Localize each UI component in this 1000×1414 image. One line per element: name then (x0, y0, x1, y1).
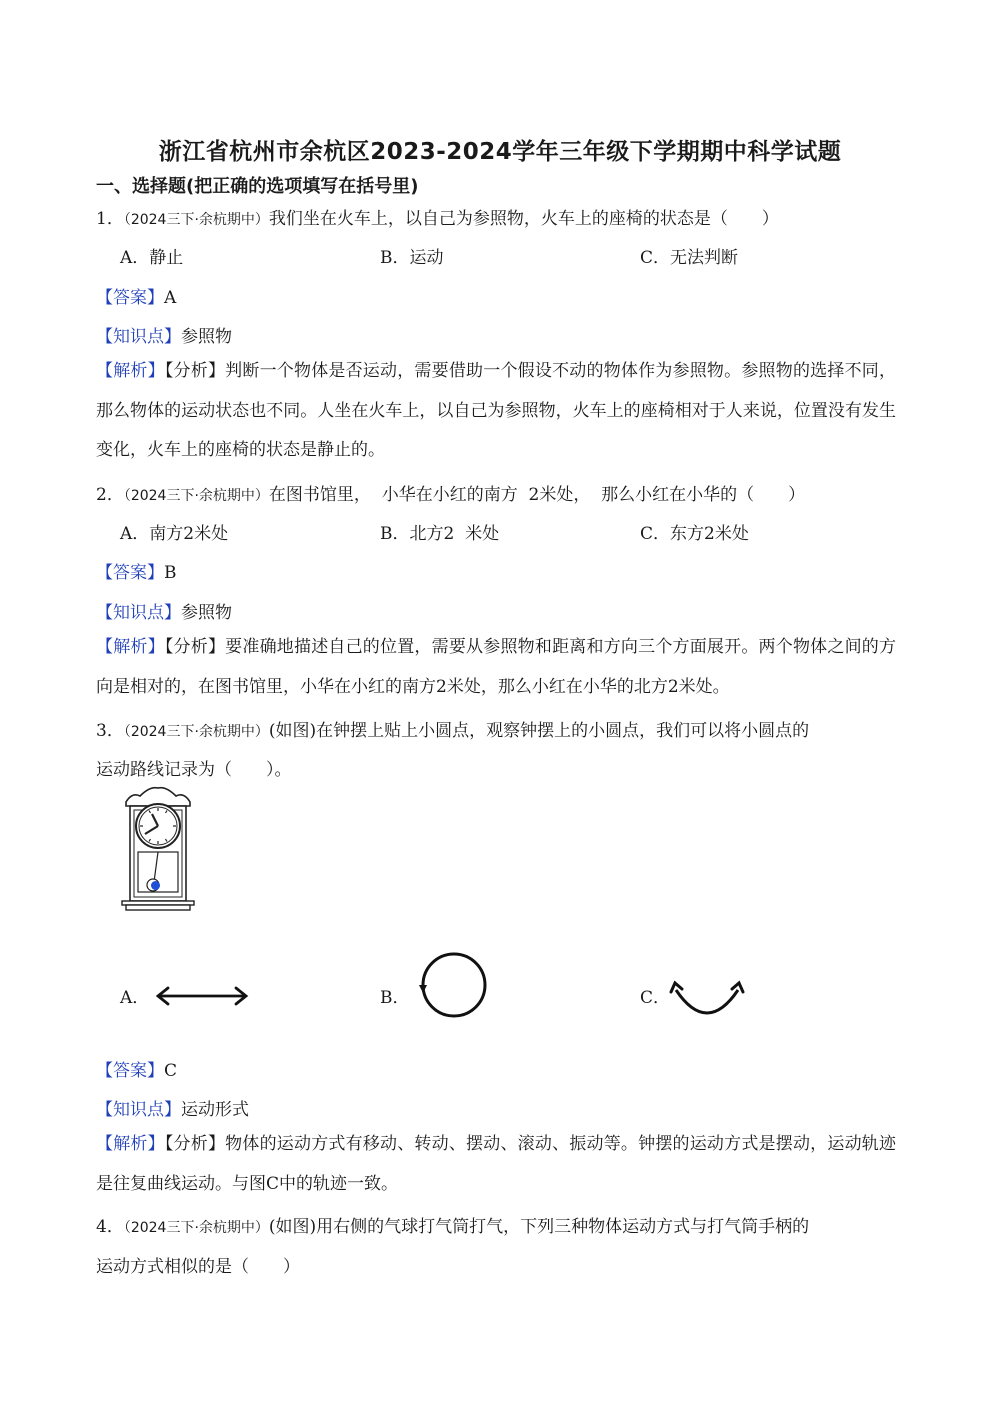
fenxi-label: 【分析】 (164, 361, 226, 381)
question-3-cont: 运动路线记录为（ ）。 (96, 760, 292, 780)
knowledge-value: 参照物 (181, 603, 232, 623)
option-c: C．东方2米处 (640, 524, 749, 544)
analysis-text: 要准确地描述自己的位置，需要从参照物和距离和方向三个方面展开。两个物体之间的方向是相对的，在图书馆里，小华在小红的南方2米处，那么小红在小华的北方2米处。 (96, 637, 897, 697)
answer-value: A (164, 288, 177, 308)
analysis-paragraph (96, 1125, 896, 1204)
option-a: A．南方2米处 (120, 524, 229, 544)
option-b: B． (380, 988, 410, 1008)
analysis-label: 【解析】 (96, 1134, 165, 1154)
option-b: B．运动 (380, 248, 444, 268)
knowledge-label: 【知识点】 (96, 603, 181, 623)
question-source: （2024三下·余杭期中） (123, 724, 269, 740)
question-number: 3． (96, 721, 124, 741)
answer-value: B (164, 563, 177, 583)
pendulum-dot (151, 881, 160, 890)
fenxi-label: 【分析】 (164, 637, 226, 657)
knowledge-label: 【知识点】 (96, 1100, 181, 1120)
question-number: 1． (96, 209, 124, 229)
question-2 (96, 480, 805, 505)
knowledge-value: 运动形式 (181, 1100, 249, 1120)
answer-line (96, 558, 177, 583)
question-source: （2024三下·余杭期中） (123, 488, 269, 504)
question-4 (96, 1212, 809, 1237)
answer-label: 【答案】 (96, 288, 164, 308)
arc-swing-icon (668, 980, 746, 1018)
analysis-label: 【解析】 (96, 637, 165, 657)
answer-label: 【答案】 (96, 563, 164, 583)
question-source: （2024三下·余杭期中） (123, 212, 269, 228)
answer-line (96, 1056, 177, 1081)
question-text: 在图书馆里， 小华在小红的南方 2米处， 那么小红在小华的（ ） (268, 485, 806, 505)
knowledge-value: 参照物 (181, 327, 232, 347)
option-c: C．无法判断 (640, 248, 739, 268)
question-1 (96, 204, 779, 229)
analysis-text: 物体的运动方式有移动、转动、摆动、滚动、振动等。钟摆的运动方式是摆动，运动轨迹是往复曲线运动。与图C中的轨迹一致。 (96, 1134, 897, 1194)
option-c: C． (640, 988, 671, 1008)
option-a: A． (120, 988, 150, 1008)
pendulum-clock-figure (118, 786, 198, 912)
question-4-cont: 运动方式相似的是（ ） (96, 1257, 300, 1277)
knowledge-line (96, 1095, 249, 1120)
knowledge-line (96, 598, 232, 623)
fenxi-label: 【分析】 (164, 1134, 226, 1154)
analysis-paragraph (96, 352, 896, 471)
analysis-paragraph (96, 628, 896, 707)
page-title: 浙江省杭州市余杭区2023-2024学年三年级下学期期中科学试题 (158, 139, 842, 165)
circle-path-icon (416, 952, 492, 1018)
answer-value: C (164, 1061, 178, 1081)
question-3 (96, 716, 809, 741)
analysis-label: 【解析】 (96, 361, 165, 381)
question-source: （2024三下·余杭期中） (123, 1220, 269, 1236)
double-arrow-icon (154, 984, 250, 1008)
answer-label: 【答案】 (96, 1061, 164, 1081)
question-text: (如图)在钟摆上贴上小圆点，观察钟摆上的小圆点，我们可以将小圆点的 (268, 721, 810, 741)
question-text: (如图)用右侧的气球打气筒打气，下列三种物体运动方式与打气筒手柄的 (268, 1217, 810, 1237)
question-text: 我们坐在火车上，以自己为参照物，火车上的座椅的状态是（ ） (268, 209, 779, 229)
option-a: A．静止 (120, 248, 184, 268)
option-b: B．北方2 米处 (380, 524, 500, 544)
question-number: 4． (96, 1217, 124, 1237)
question-number: 2． (96, 485, 124, 505)
section-heading: 一、选择题(把正确的选项填写在括号里) (96, 176, 419, 197)
answer-line (96, 283, 176, 308)
analysis-text: 判断一个物体是否运动，需要借助一个假设不动的物体作为参照物。参照物的选择不同，那么物体的运动状态也不同。人坐在火车上，以自己为参照物，火车上的座椅相对于人来说，位置没有发生变化，火车上的座椅的状态是静止的。 (96, 361, 897, 460)
knowledge-line (96, 322, 232, 347)
knowledge-label: 【知识点】 (96, 327, 181, 347)
